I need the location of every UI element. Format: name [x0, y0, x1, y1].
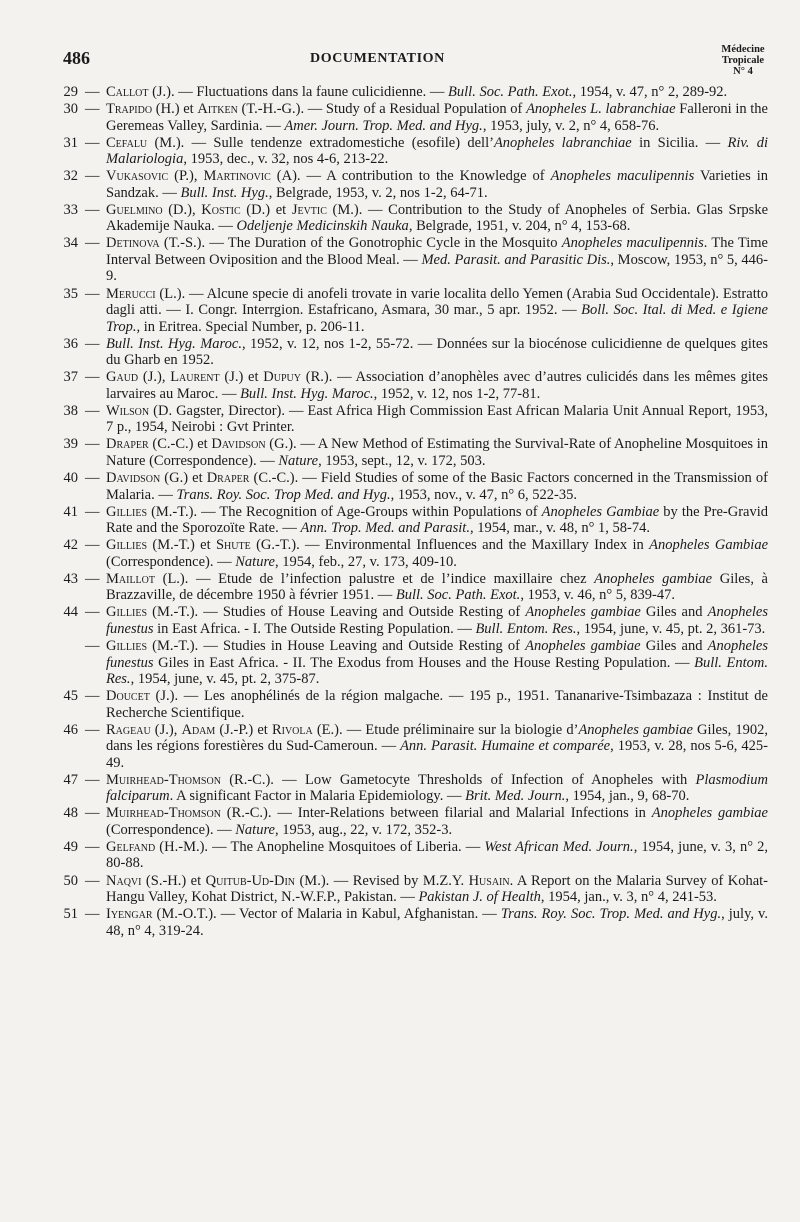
reference-author: Husain [468, 872, 510, 889]
reference-author: Muirhead-Thomson [106, 771, 221, 788]
reference-number: 47 [63, 771, 78, 788]
reference-number: 35 [63, 285, 78, 302]
reference-item [52, 873, 768, 906]
reference-text [106, 604, 768, 637]
reference-text-run: (L.). — Alcune specie di anofeli trovate in varie localita dello Yemen (Arabia Sud Occidentale). Estratto dagli atti. — I. Congr. Interrgion. Estafricano, Asmara, 30 mar., 5 apr. 1952. — [106, 285, 768, 319]
reference-text [106, 638, 768, 688]
reference-italic-title: Riv. di Malariologia [106, 134, 768, 168]
reference-author: Jevtic [291, 201, 327, 218]
reference-text-run: (C.-C.). — Field Studies of some of the Basic Factors concerned in the Transmission of Malaria. — [106, 470, 768, 503]
reference-author: Dupuy [263, 369, 301, 386]
reference-text-run: (M.-T.). — Studies in House Leaving and Outside Resting of [147, 638, 526, 654]
reference-italic-title: Bull. Soc. Path. Exot. [448, 84, 573, 100]
reference-text [106, 722, 768, 772]
reference-number: 41 [63, 503, 78, 520]
reference-text-run: , 1952, v. 12, nos 1-2, 55-72. — Données sur la biocénose culicidienne de quelques gites du Gharb en 1952. [106, 335, 768, 369]
reference-number: 46 [63, 721, 78, 738]
reference-author: Merucci [106, 285, 156, 302]
reference-item [52, 604, 768, 637]
reference-text-run: (T.-S.). — The Duration of the Gonotrophic Cycle in the Mosquito [159, 235, 562, 252]
reference-dash: — [85, 872, 100, 889]
reference-text [106, 135, 768, 168]
reference-italic-title: Anopheles gambiae [578, 721, 693, 738]
reference-author: Wilson [106, 402, 150, 419]
reference-text [106, 235, 768, 285]
reference-text-run: , 1953, july, v. 2, n° 4, 658-76. [482, 117, 660, 134]
reference-item [52, 286, 768, 336]
reference-author: Iyengar [106, 906, 153, 923]
reference-number: 38 [63, 402, 78, 419]
reference-dash: — [85, 134, 100, 151]
reference-text-run: (G.-T.). — Environmental Influences and the Maxillary Index in [250, 537, 650, 554]
reference-item [52, 403, 768, 436]
reference-author: Draper [206, 470, 250, 487]
reference-text-run: (R.-C.). — Low Gametocyte Thresholds of Infection of Anopheles with [220, 771, 696, 788]
reference-italic-title: Nature [278, 452, 319, 469]
reference-text-run: (G.) et [160, 470, 207, 487]
reference-text-run: . A Report on the Malaria Survey of Kohat-Hangu Valley, Kohat District, N.-W.F.P., Pakistan. — [106, 872, 768, 906]
reference-dash: — [85, 285, 100, 302]
reference-italic-title: Anopheles gambiae [594, 570, 713, 587]
reference-item [52, 235, 768, 285]
reference-item [52, 772, 768, 805]
reference-italic-title: Anopheles funestus [106, 638, 768, 671]
reference-text-run: , 1954, jan., v. 3, n° 4, 241-53. [540, 889, 717, 906]
reference-text-run: (A). — A contribution to the Knowledge of [270, 168, 551, 185]
reference-item [52, 805, 768, 838]
reference-text [106, 470, 768, 503]
reference-number: 49 [63, 838, 78, 855]
reference-list [52, 84, 768, 940]
reference-item [52, 571, 768, 604]
reference-author: Shute [215, 537, 251, 554]
journal-issue-number: N° 4 [733, 66, 753, 77]
reference-text [106, 202, 768, 235]
reference-author: Gaud [106, 369, 139, 386]
reference-number: 48 [63, 805, 78, 822]
reference-item [52, 839, 768, 872]
reference-text-run: , 1954, feb., 27, v. 173, 409-10. [275, 553, 457, 570]
reference-text [106, 571, 768, 604]
reference-author: Maillot [106, 570, 155, 587]
reference-text-run: Giles and [640, 604, 708, 621]
reference-italic-title: Anopheles L. labranchiae [526, 101, 676, 118]
reference-author: Davidson [106, 470, 161, 487]
reference-text-run: (G.). — A New Method of Estimating the Survival-Rate of Anopheline Mosquitoes in Nature (Correspondence). — [106, 436, 769, 469]
reference-text-run: , 1953, aug., 22, v. 172, 352-3. [275, 821, 453, 838]
reference-author: Gillies [106, 604, 148, 621]
reference-text-run: Giles in East Africa. - II. The Exodus from Houses and the House Resting Population. — [153, 654, 695, 671]
reference-dash: — [85, 771, 100, 788]
reference-italic-title: Brit. Med. Journ. [465, 788, 566, 805]
reference-italic-title: Anopheles gambiae [525, 604, 641, 621]
reference-item [52, 504, 768, 537]
reference-italic-title: Anopheles gambiae [525, 638, 641, 654]
reference-item [52, 470, 768, 503]
reference-number: 31 [63, 134, 78, 151]
running-title: DOCUMENTATION [310, 51, 445, 66]
reference-author: Gillies [106, 503, 148, 520]
reference-text-run: , 1954, june, v. 45, pt. 2, 375-87. [130, 671, 320, 687]
reference-text [106, 101, 768, 134]
reference-author: Doucet [106, 688, 150, 705]
reference-text [106, 286, 768, 336]
reference-text-run: in East Africa. - I. The Outside Resting Population. — [153, 620, 476, 637]
reference-dash: — [85, 805, 100, 822]
reference-italic-title: Ann. Parasit. Humaine et comparée [400, 738, 611, 755]
reference-text-run: (M.-T.). — Studies of House Leaving and Outside Resting of [147, 604, 526, 621]
reference-dash: — [85, 503, 100, 520]
reference-dash: — [85, 638, 100, 654]
reference-text-run: (D.), [162, 201, 202, 218]
reference-text-run: (M.). — Contribution to the Study of Anopheles of Serbia. Glas Srpske Akademije Nauka. — [106, 201, 769, 235]
reference-text [106, 906, 768, 939]
reference-text-run: , 1953, v. 28, nos 5-6, 425-49. [106, 738, 768, 771]
reference-author: Adam [181, 721, 216, 738]
reference-text-run: (J.), [150, 721, 182, 738]
reference-text-run: , Belgrade, 1951, v. 204, n° 4, 153-68. [408, 218, 631, 235]
reference-author: Gelfand [106, 838, 156, 855]
reference-item [52, 168, 768, 201]
reference-text-run: , 1953, sept., 12, v. 172, 503. [318, 452, 486, 469]
reference-italic-title: Bull. Inst. Hyg. Maroc. [106, 335, 242, 352]
reference-text-run: (E.). — Etude préliminaire sur la biologie d’ [312, 721, 579, 738]
reference-text-run: (J.), [138, 369, 171, 386]
reference-text-run: (S.-H.) et [141, 872, 206, 889]
reference-dash: — [85, 436, 100, 453]
reference-number: 43 [63, 570, 78, 587]
reference-item [52, 638, 768, 688]
reference-text-run: (J.). — Les anophélinés de la région malgache. — 195 p., 1951. Tananarive-Tsimbazaza : Institut de Recherche Scientifique. [106, 688, 768, 721]
reference-number: 51 [63, 906, 78, 923]
reference-text-run: , 1953, v. 46, n° 5, 839-47. [520, 587, 675, 604]
reference-italic-title: Bull. Soc. Path. Exot. [395, 587, 521, 604]
reference-italic-title: Nature [235, 821, 275, 838]
reference-author: Cefalu [106, 134, 148, 151]
reference-author: Rivola [271, 721, 313, 738]
reference-italic-title: Anopheles gambiae [651, 805, 768, 822]
reference-text-run: Giles, 1902, dans les régions forestières du Sud-Cameroun. — [106, 721, 769, 755]
reference-item [52, 135, 768, 168]
reference-author: Laurent [170, 369, 220, 386]
reference-author: Davidson [211, 436, 266, 453]
reference-number: 40 [63, 470, 78, 487]
reference-italic-title: Med. Parasit. and Parasitic Dis. [421, 251, 611, 268]
reference-italic-title: Bull. Inst. Hyg. Maroc. [240, 385, 374, 402]
reference-text-run: , 1954, v. 47, n° 2, 289-92. [572, 84, 728, 100]
reference-dash: — [85, 721, 100, 738]
reference-author: Muirhead-Thomson [106, 805, 221, 822]
reference-dash: — [85, 688, 100, 705]
reference-italic-title: Anopheles Gambiae [541, 503, 660, 520]
reference-text-run: , 1954, jan., 9, 68-70. [565, 788, 690, 805]
reference-number: 45 [63, 688, 78, 705]
reference-text-run: (Correspondence). — [106, 821, 236, 838]
reference-italic-title: Anopheles funestus [106, 604, 768, 637]
reference-italic-title: West African Med. Journ. [484, 838, 634, 855]
page-number: 486 [63, 48, 90, 68]
reference-author: Detinova [106, 235, 160, 252]
reference-text-run: (M.). — Sulle tendenze extradomestiche (esofile) dell’ [147, 134, 494, 151]
reference-text-run: (P.), [168, 168, 204, 185]
reference-dash: — [85, 537, 100, 554]
reference-item [52, 84, 768, 101]
reference-text-run: , 1953, nov., v. 47, n° 6, 522-35. [390, 486, 577, 503]
reference-italic-title: Bull. Inst. Hyg. [180, 184, 269, 201]
reference-text-run: (R.-C.). — Inter-Relations between filarial and Malarial Infections in [220, 805, 652, 822]
reference-italic-title: Boll. Soc. Ital. di Med. e Igiene Trop. [106, 302, 768, 335]
reference-italic-title: Trans. Roy. Soc. Trop. Med. and Hyg. [500, 906, 722, 923]
reference-italic-title: Anopheles Gambiae [649, 537, 769, 554]
reference-dash: — [85, 168, 100, 185]
reference-text [106, 688, 768, 721]
reference-dash: — [85, 369, 100, 386]
reference-dash: — [85, 570, 100, 587]
reference-dash: — [85, 235, 100, 252]
reference-item [52, 537, 768, 570]
journal-name-line: Tropicale [721, 55, 765, 66]
reference-text [106, 403, 768, 436]
reference-text-run: Varieties in Sandzak. — [106, 168, 769, 201]
reference-author: Aitken [197, 101, 238, 118]
reference-text-run: , 1952, v. 12, nos 1-2, 77-81. [373, 385, 541, 402]
reference-text-run: (J.-P.) et [215, 721, 272, 738]
reference-text-run: (H.-M.). — The Anopheline Mosquitoes of Liberia. — [155, 838, 485, 855]
reference-text-run: (R.). — Association d’anophèles avec d’autres culicidés dans les mêmes gites larvaires au Maroc. — [106, 369, 768, 402]
reference-italic-title: Odeljenje Medicinskih Nauka [236, 218, 409, 235]
reference-text-run: in Sicilia. — [631, 134, 728, 151]
reference-italic-title: Amer. Journ. Trop. Med. and Hyg. [284, 117, 483, 134]
reference-number: 34 [63, 235, 78, 252]
reference-number: 30 [63, 101, 78, 118]
reference-number: 44 [63, 604, 78, 621]
reference-item [52, 722, 768, 772]
reference-author: Naqvi [106, 872, 142, 889]
reference-text-run: (C.-C.) et [148, 436, 212, 453]
reference-author: Gillies [106, 537, 148, 554]
reference-author: Trapido [106, 101, 153, 118]
reference-italic-title: Plasmodium falciparum [106, 771, 768, 805]
reference-text-run: , 1954, june, v. 3, n° 2, 80-88. [106, 838, 768, 872]
reference-text-run: Falleroni in the Geremeas Valley, Sardinia. — [106, 101, 768, 134]
reference-number: 50 [63, 872, 78, 889]
reference-italic-title: Nature [235, 553, 275, 570]
reference-text-run: (L.). — Etude de l’infection palustre et de l’indice maxillaire chez [155, 570, 595, 587]
reference-author: Guelmino [106, 201, 163, 218]
reference-text-run: , Moscow, 1953, n° 5, 446-9. [106, 251, 768, 285]
journal-name-line: Médecine [721, 44, 765, 55]
reference-dash: — [85, 604, 100, 621]
reference-dash: — [85, 101, 100, 118]
reference-text-run: , in Eritrea. Special Number, p. 206-11. [136, 318, 365, 335]
reference-number: 32 [63, 168, 78, 185]
reference-author: Rageau [106, 721, 151, 738]
reference-dash: — [85, 470, 100, 487]
reference-text-run: (D. Gagster, Director). — East Africa High Commission East African Malaria Unit Annual Report, 1953, 7 p., 1954, Neirobi : Gvt Printer. [106, 402, 768, 436]
reference-dash: — [85, 402, 100, 419]
reference-text [106, 84, 768, 101]
reference-text-run: (T.-H.-G.). — Study of a Residual Population of [237, 101, 527, 118]
reference-text-run: , july, v. 48, n° 4, 319-24. [106, 906, 768, 939]
reference-number: 39 [63, 436, 78, 453]
reference-text [106, 537, 768, 570]
reference-number: 37 [63, 369, 78, 386]
reference-text [106, 504, 768, 537]
reference-text-run: Giles and [640, 638, 708, 654]
reference-dash: — [85, 335, 100, 352]
reference-text [106, 839, 768, 872]
reference-italic-title: Trans. Roy. Soc. Trop Med. and Hyg. [176, 486, 391, 503]
reference-italic-title: Anopheles labranchiae [493, 134, 632, 151]
reference-italic-title: Bull. Entom. Res. [475, 620, 577, 637]
reference-number: 42 [63, 537, 78, 554]
reference-dash: — [85, 201, 100, 218]
reference-italic-title: Pakistan J. of Health [418, 889, 541, 906]
reference-text-run: , Belgrade, 1953, v. 2, nos 1-2, 64-71. [268, 184, 488, 201]
reference-number: 33 [63, 201, 78, 218]
reference-author: Quitub-Ud-Din [205, 872, 296, 889]
journal-mark [698, 44, 788, 77]
reference-item [52, 436, 768, 469]
reference-dash: — [85, 906, 100, 923]
reference-text-run: (Correspondence). — [106, 553, 236, 570]
reference-item [52, 336, 768, 369]
reference-italic-title: Ann. Trop. Med. and Parasit. [300, 520, 470, 537]
reference-text-run: (J.). — Fluctuations dans la faune culicidienne. — [148, 84, 449, 100]
reference-text-run: , 1953, dec., v. 32, nos 4-6, 213-22. [183, 151, 389, 168]
reference-text-run: (M.-T.). — The Recognition of Age-Groups within Populations of [147, 503, 542, 520]
reference-item [52, 202, 768, 235]
reference-text [106, 772, 768, 805]
reference-italic-title: Anopheles maculipennis [550, 168, 695, 185]
reference-text-run: , 1954, mar., v. 48, n° 1, 58-74. [469, 520, 651, 537]
reference-text-run: (J.) et [219, 369, 264, 386]
reference-item [52, 369, 768, 402]
reference-text-run: (M.-T.) et [147, 537, 216, 554]
reference-author: Martinovic [203, 168, 271, 185]
reference-text-run: by the Pre-Gravid Rate and the Sporozoïte Rate. — [106, 503, 768, 537]
reference-item [52, 906, 768, 939]
reference-text [106, 336, 768, 369]
reference-author: Kostic [201, 201, 241, 218]
reference-text-run: , 1954, june, v. 45, pt. 2, 361-73. [576, 620, 766, 637]
reference-text-run: . A significant Factor in Malaria Epidemiology. — [169, 788, 466, 805]
reference-text-run: Giles, à Brazzaville, de décembre 1950 à février 1951. — [106, 570, 768, 604]
reference-text [106, 873, 768, 906]
reference-text-run: (D.) et [240, 201, 292, 218]
reference-italic-title: Bull. Entom. Res. [106, 654, 768, 687]
reference-dash: — [85, 84, 100, 100]
reference-italic-title: Anopheles maculipennis [561, 235, 704, 252]
reference-text-run: (M.). — Revised by M.Z.Y. [295, 872, 469, 889]
reference-author: Draper [106, 436, 149, 453]
reference-author: Gillies [106, 638, 148, 654]
reference-author: Vukasovic [106, 168, 169, 185]
reference-item [52, 688, 768, 721]
reference-text [106, 805, 768, 838]
reference-text-run: (H.) et [152, 101, 198, 118]
reference-text-run: . The Time Interval Between Oviposition and the Blood Meal. — [106, 235, 768, 268]
reference-item [52, 101, 768, 134]
reference-dash: — [85, 838, 100, 855]
reference-text-run: (M.-O.T.). — Vector of Malaria in Kabul, Afghanistan. — [152, 906, 501, 923]
reference-text [106, 369, 768, 402]
reference-text [106, 168, 768, 201]
reference-author: Callot [106, 84, 149, 100]
reference-text [106, 436, 768, 469]
reference-number: 36 [63, 335, 78, 352]
reference-number: 29 [63, 84, 78, 100]
